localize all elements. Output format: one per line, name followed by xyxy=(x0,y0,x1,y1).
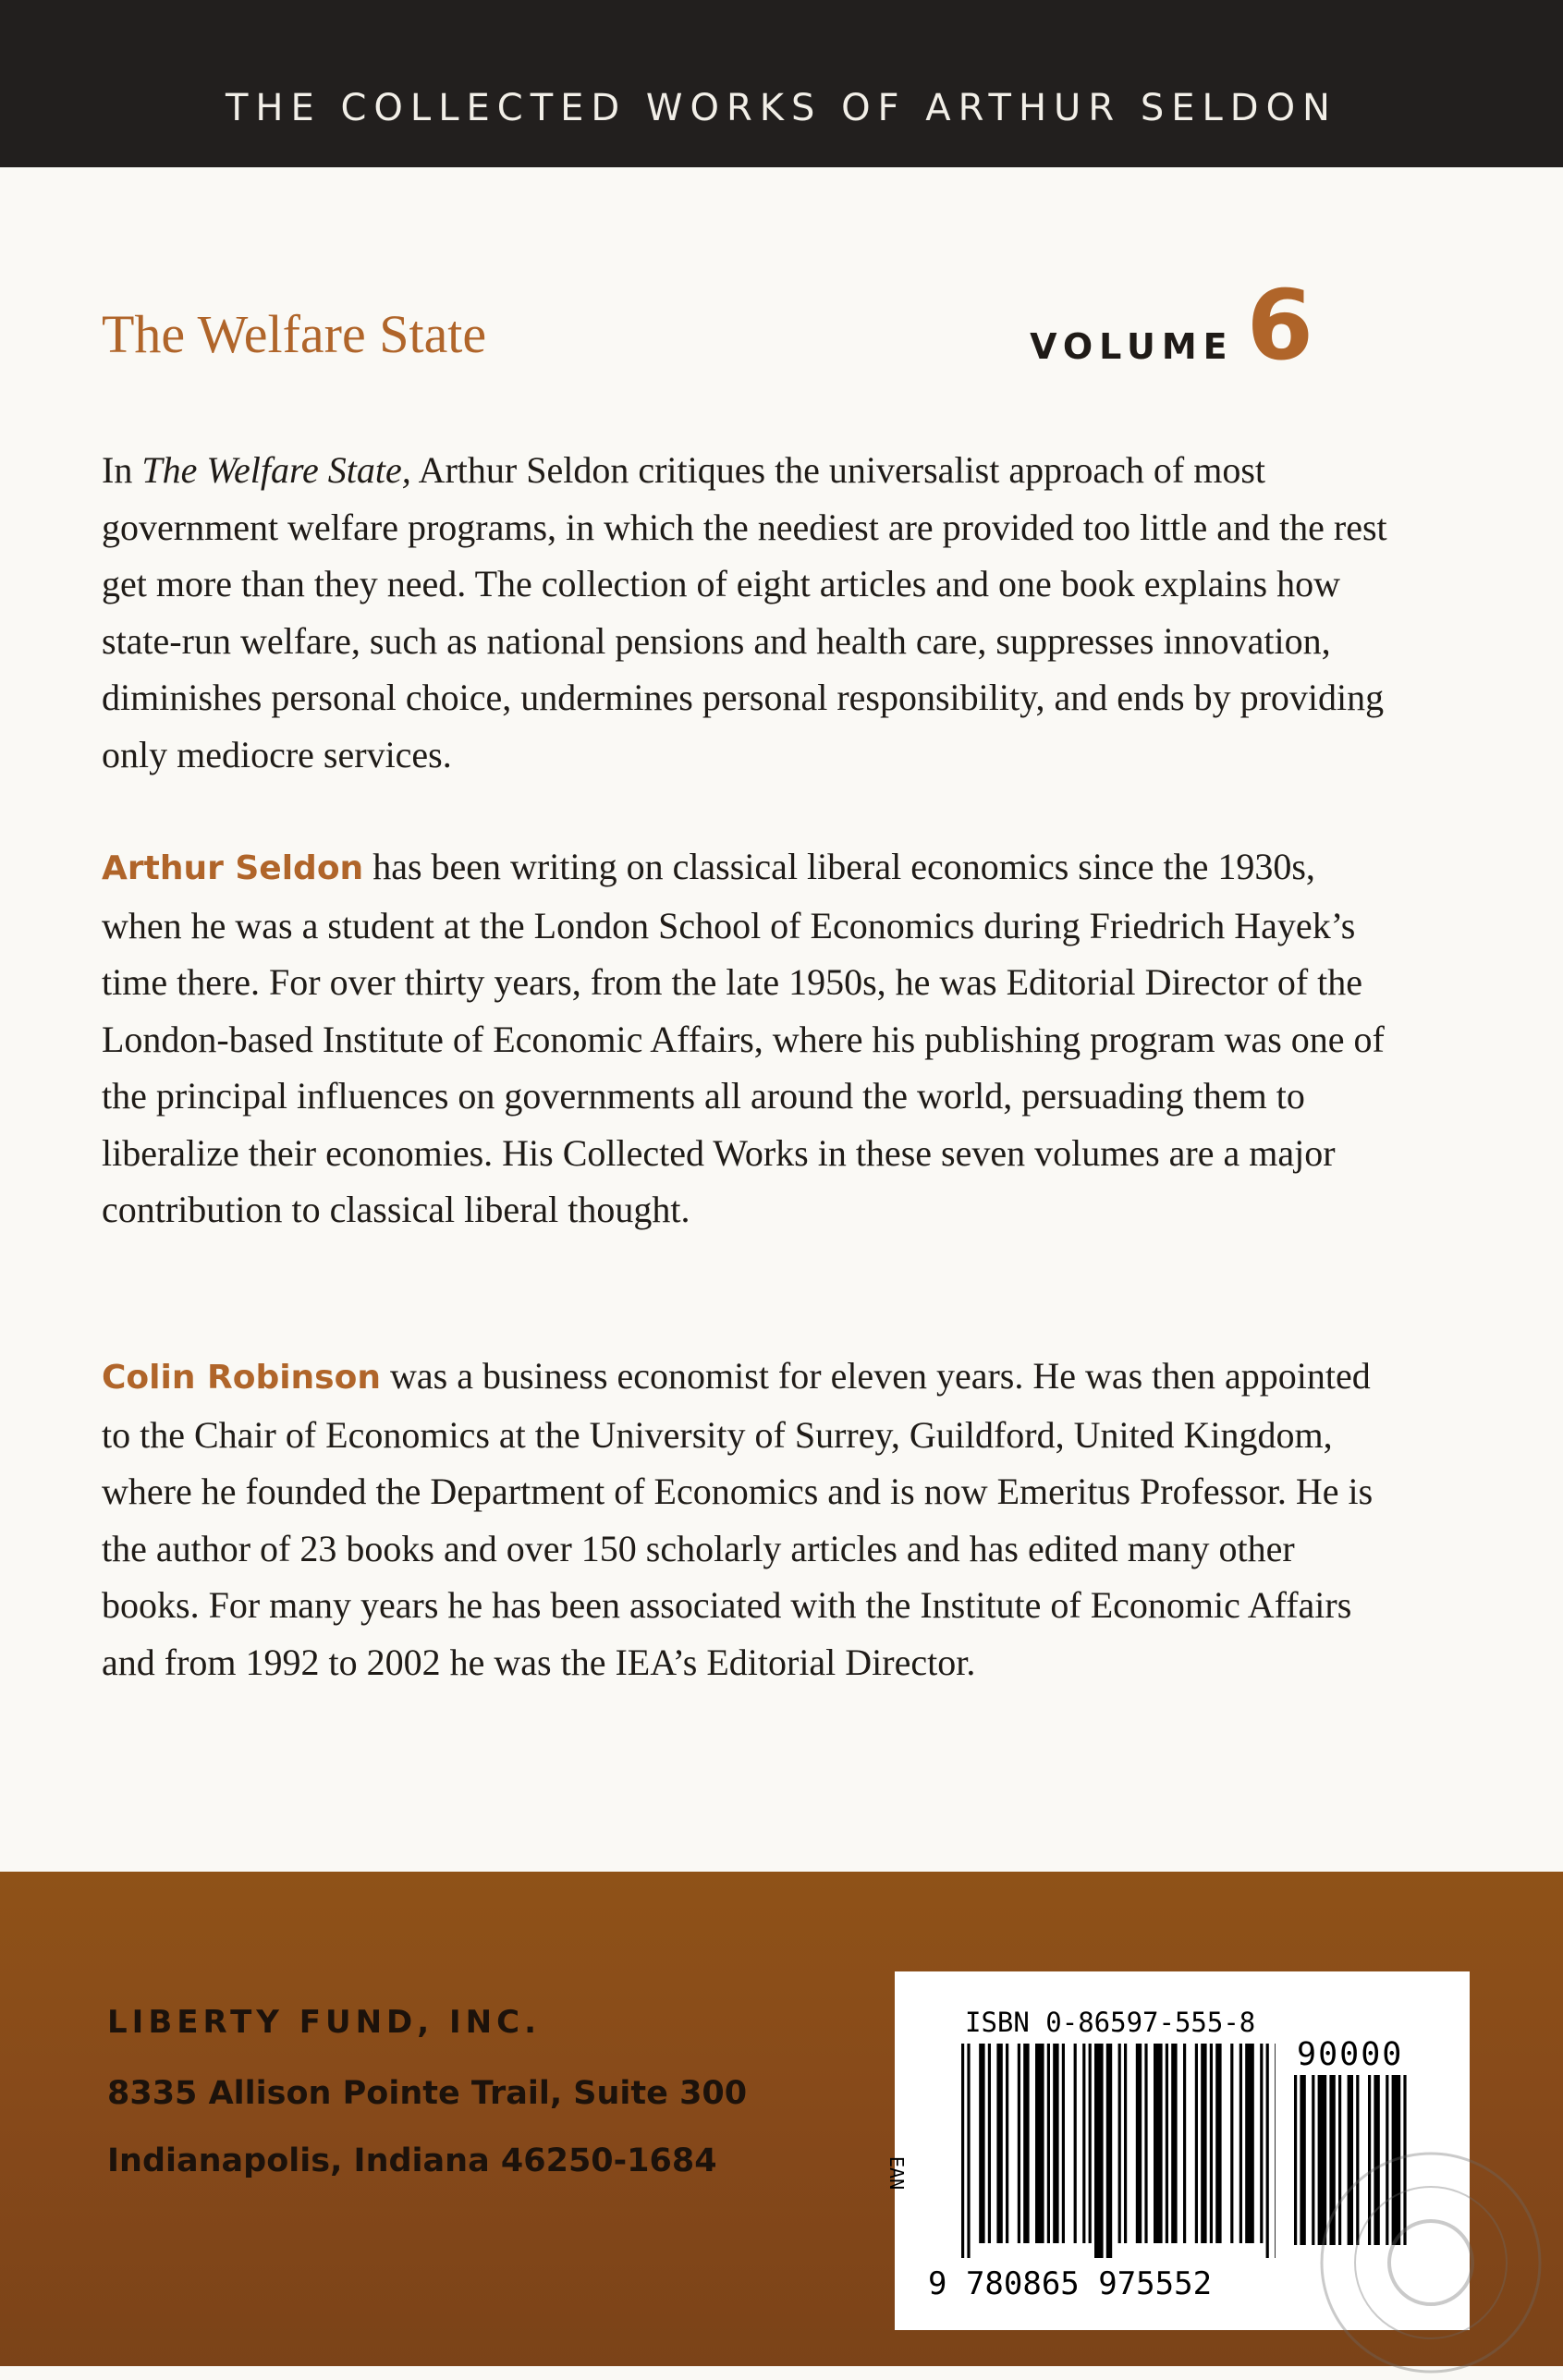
barcode-bar xyxy=(1089,2044,1092,2243)
barcode-bar xyxy=(967,2044,970,2258)
barcode-bar xyxy=(1230,2044,1233,2243)
publisher-address-line1: 8335 Allison Pointe Trail, Suite 300 xyxy=(107,2075,748,2112)
barcode-bar xyxy=(1035,2044,1044,2243)
book-description xyxy=(102,442,1396,783)
barcode-bar xyxy=(1201,2044,1206,2243)
barcode-bar xyxy=(1300,2075,1305,2245)
header-band xyxy=(0,0,1563,167)
isbn-text: ISBN 0-86597-555-8 xyxy=(965,2007,1256,2038)
barcode-bar xyxy=(1210,2044,1213,2243)
barcode-bar xyxy=(1183,2044,1186,2243)
barcode-bar xyxy=(1171,2044,1177,2243)
publisher-address-line2: Indianapolis, Indiana 46250-1684 xyxy=(107,2142,717,2179)
barcode-bar xyxy=(1260,2044,1263,2243)
barcode-bar xyxy=(996,2044,1002,2243)
barcode-bar xyxy=(1124,2044,1127,2243)
barcode-bars xyxy=(961,2044,1276,2258)
barcode-bar xyxy=(979,2044,984,2243)
editor-bio xyxy=(102,1348,1396,1690)
volume-number: 6 xyxy=(1246,269,1313,382)
barcode-digits: 9 780865 975552 xyxy=(928,2265,1213,2302)
seal-watermark xyxy=(1313,2144,1548,2380)
author-bio-text: has been writing on classical liberal economics since the 1930s, when he was a student at the London School of Economics during Friedrich Hayek’s time there. For over thirty years, from the late 1950s, he was Editorial Director of the London-based Institute of Economic Affairs, where his publishing program was one of the principal influences on governments all around the world, persuading them to liberalize their economies. His Collected Works in these seven volumes are a major contribution to classical liberal thought. xyxy=(102,846,1385,1230)
series-title: THE COLLECTED WORKS OF ARTHUR SELDON xyxy=(226,87,1337,129)
barcode-bar xyxy=(1062,2044,1065,2243)
barcode-bar xyxy=(1082,2044,1085,2243)
barcode-bar xyxy=(1154,2044,1163,2243)
barcode-bar xyxy=(1006,2044,1008,2243)
barcode-bar xyxy=(1166,2044,1168,2243)
barcode-bar xyxy=(1106,2044,1112,2258)
barcode-bar xyxy=(1294,2075,1297,2245)
barcode-bar xyxy=(1275,2044,1276,2258)
description-lead: In xyxy=(102,449,142,491)
volume-indicator xyxy=(1030,269,1313,382)
barcode-bar xyxy=(1023,2044,1029,2243)
barcode-bar xyxy=(1144,2044,1147,2243)
description-text: Arthur Seldon critiques the universalist approach of most government welfare programs, in which the neediest are provided too little and the rest get more than they need. The collection of eight articles and one book explains how state-run welfare, such as national pensions and health care, suppresses innovation, diminishes personal choice, undermines personal responsibility, and ends by providing only mediocre services. xyxy=(102,449,1387,775)
barcode-bar xyxy=(1118,2044,1121,2243)
price-code: 90000 xyxy=(1297,2036,1404,2073)
barcode-bar xyxy=(1215,2044,1221,2243)
barcode-bar xyxy=(1074,2044,1077,2243)
editor-bio-text: was a business economist for eleven years. He was then appointed to the Chair of Economics at the University of Surrey, Guildford, United Kingdom, where he founded the Department of Economics and is now Emeritus Professor. He is the author of 23 books and over 150 scholarly articles and has edited many other books. For many years he has been associated with the Institute of Economic Affairs and from 1992 to 2002 he was the IEA’s Editorial Director. xyxy=(102,1355,1374,1683)
ean-label: EAN xyxy=(885,2156,908,2191)
author-name: Arthur Seldon xyxy=(102,849,364,887)
barcode-bar xyxy=(1018,2044,1020,2243)
book-title: The Welfare State xyxy=(102,304,487,364)
barcode-bar xyxy=(1047,2044,1050,2243)
barcode-bar xyxy=(988,2044,991,2243)
barcode-bar xyxy=(1239,2044,1242,2243)
barcode-bar xyxy=(1195,2044,1198,2243)
barcode-bar xyxy=(1094,2044,1104,2258)
barcode-bar xyxy=(1266,2044,1269,2258)
barcode-bar xyxy=(1136,2044,1142,2243)
publisher-name: LIBERTY FUND, INC. xyxy=(107,2004,541,2041)
barcode-bar xyxy=(1053,2044,1058,2243)
editor-name: Colin Robinson xyxy=(102,1359,381,1397)
author-bio xyxy=(102,838,1396,1239)
barcode-bar xyxy=(1245,2044,1254,2243)
barcode-bar xyxy=(961,2044,964,2258)
description-italic-title: The Welfare State, xyxy=(141,449,411,491)
volume-label: VOLUME xyxy=(1030,326,1234,367)
